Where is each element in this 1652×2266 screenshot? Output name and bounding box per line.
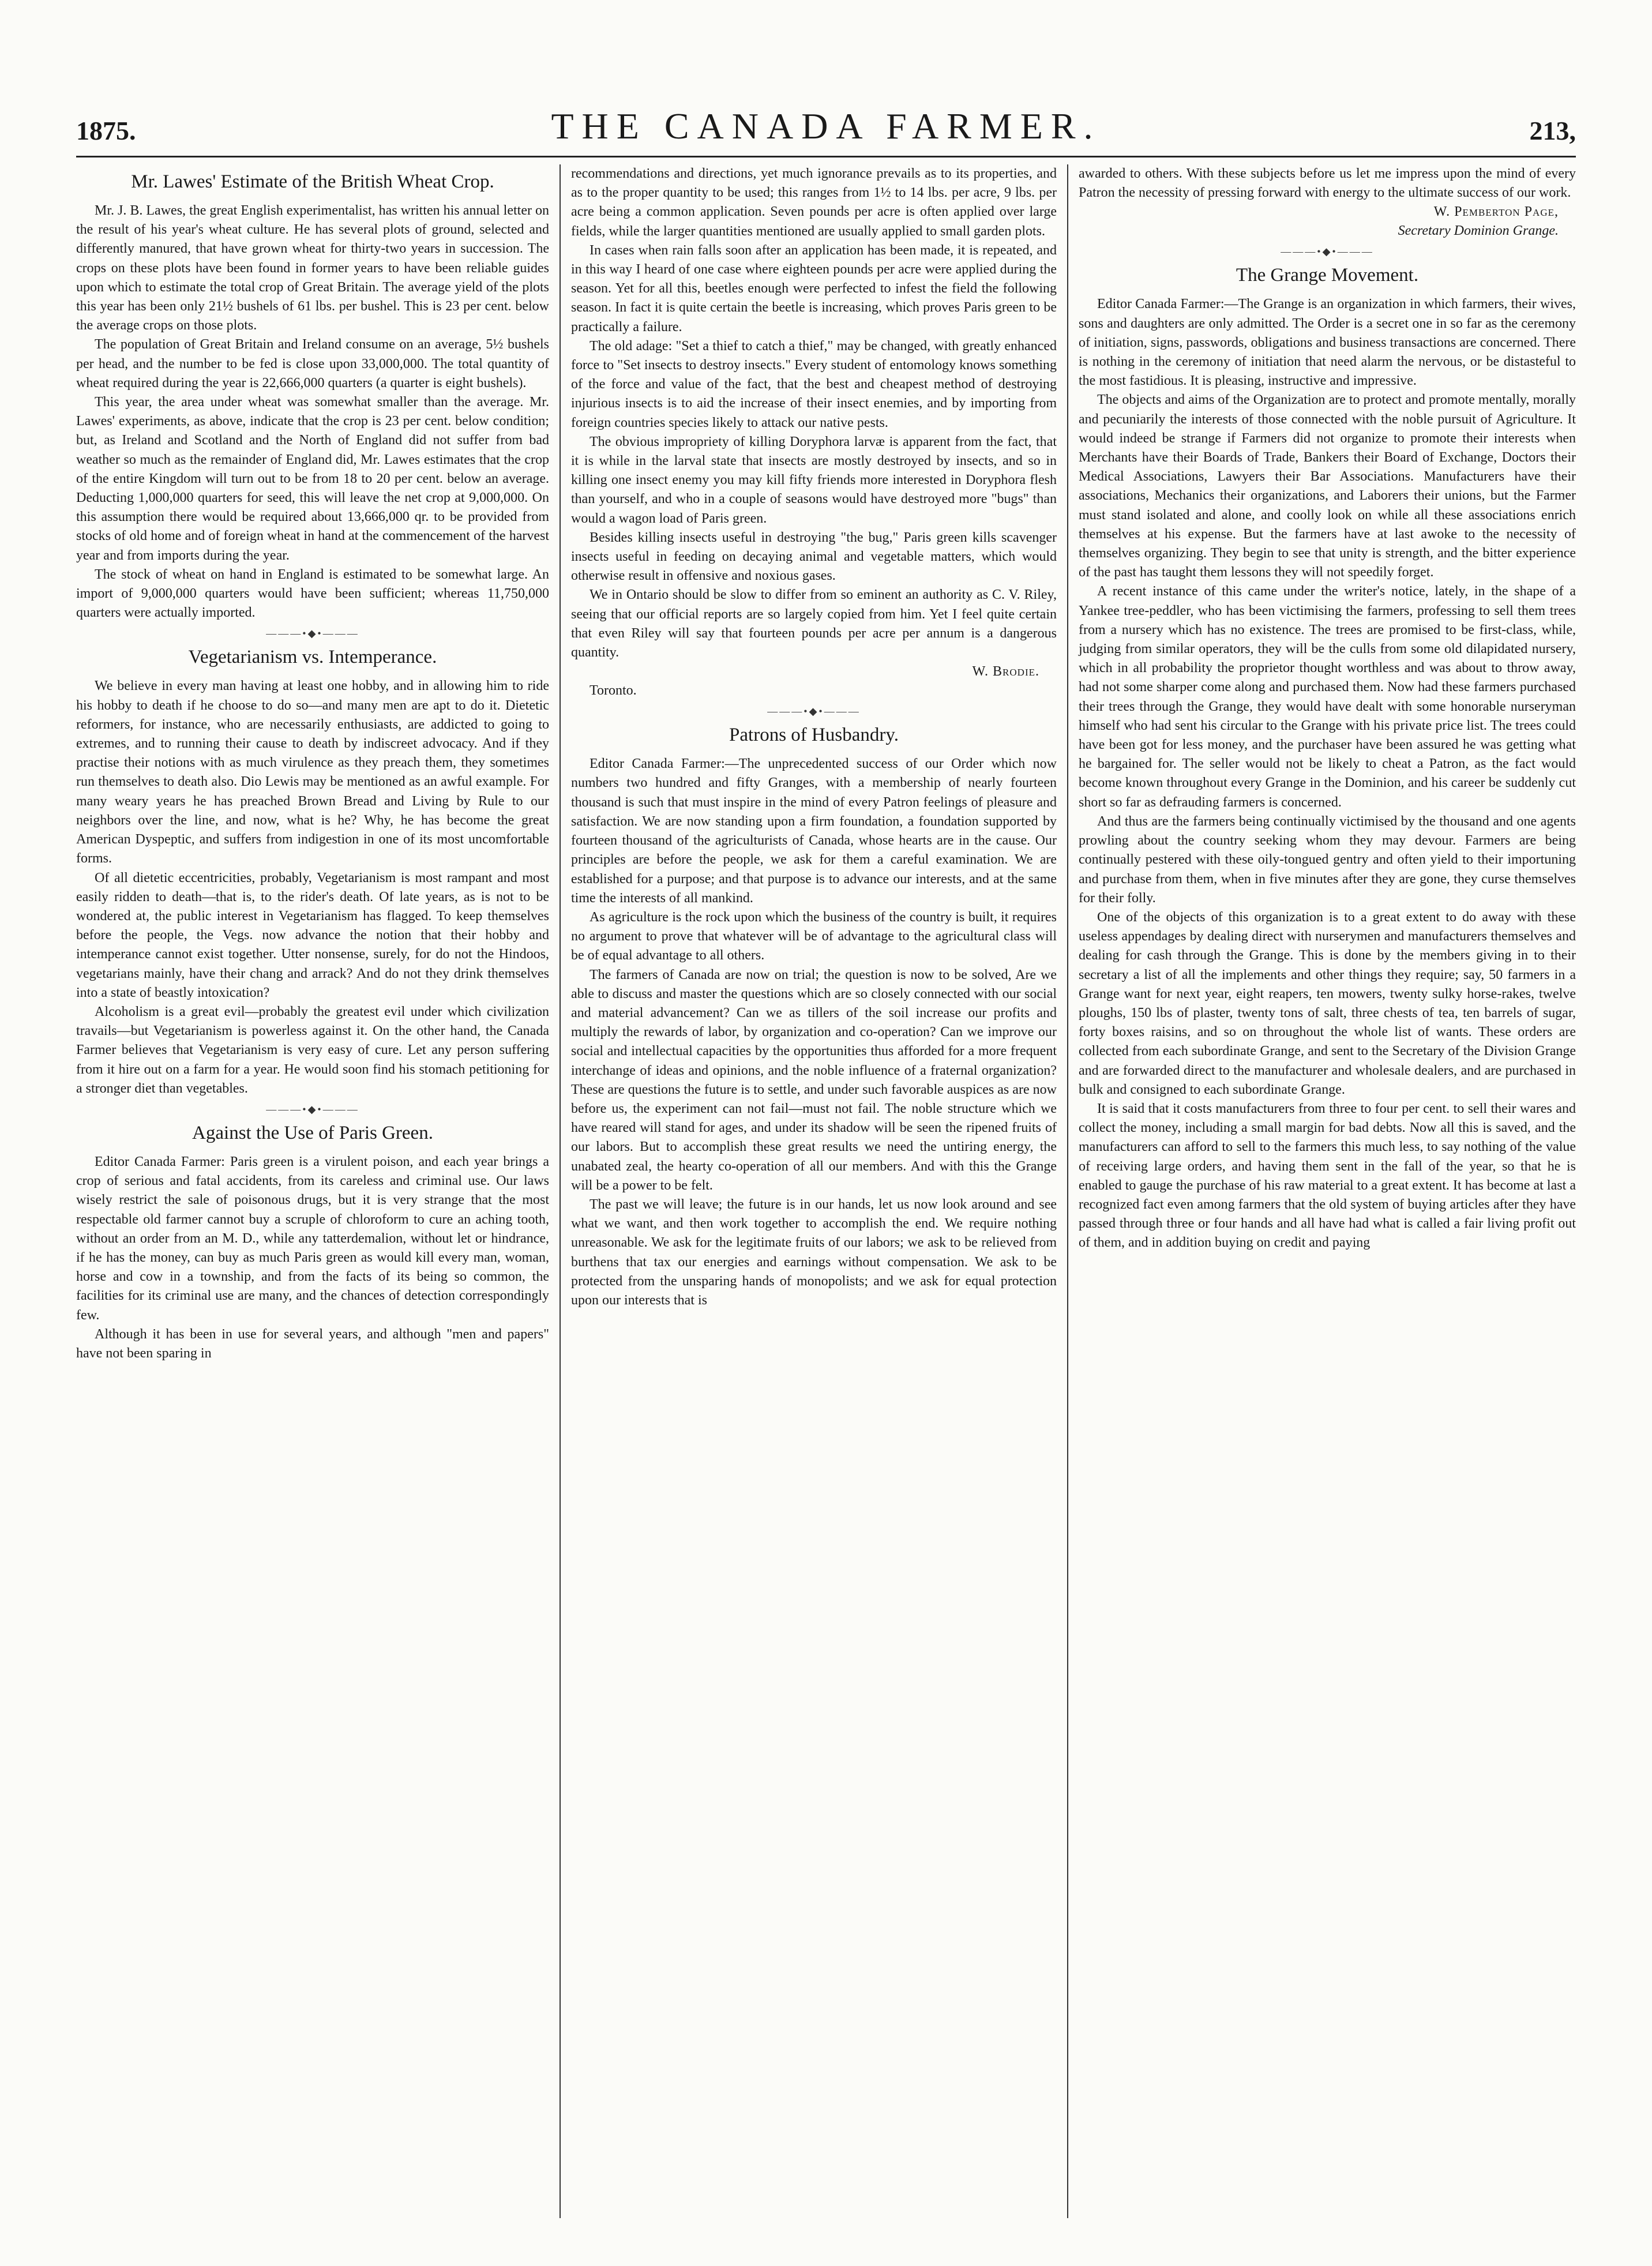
section-divider: ———•◆•——— [1281, 246, 1374, 258]
article-paragraph: Mr. J. B. Lawes, the great English experimentalist, has written his annual letter on the result of his year's wheat culture. He has several plots of ground, selected and differently manured, that have grown wheat for thirty-two years in succession. The crops on these plots have been found in former years to have been reliable guides upon which to estimate the total crop of Great Britain. The average yield of the plots this year has been only 21½ bushels of 61 lbs. per bushel. This is 23 per cent. below the average crops on those plots. [76, 203, 549, 333]
article-paragraph: Of all dietetic eccentricities, probably, Vegetarianism is most rampant and most easily ridden to death—that is, to the rider's death. Of late years, as is not to be wondered at, the public interest in Vegetarianism has flagged. To keep themselves before the people, the Vegs. now advance the notion that their hobby and intemperance cannot exist together. Utter nonsense, surely, for do not the Hindoos, vegetarians mainly, have their chang and arrack? And do not they drink themselves into a state of beastly intoxication? [76, 870, 549, 1000]
article-paragraph: Besides killing insects useful in destroying "the bug," Paris green kills scavenger insects useful in feeding on decaying animal and vegetable matters, which would otherwise result in offensive and noxious gases. [571, 530, 1057, 584]
columns [76, 164, 1576, 2218]
article-title: Mr. Lawes' Estimate of the British Wheat Crop. [131, 171, 494, 192]
author-signature: W. Pemberton Page, [1433, 204, 1559, 220]
article-paragraph: The past we will leave; the future is in our hands, let us now look around and see what we want, and then work together to accomplish the end. We require nothing unreasonable. We ask for the legitimate fruits of our labors; we ask to be relieved from burthens that tax our energies and earnings without compensation. We ask to be protected from the unsparing hands of monopolists; and we ask for equal protection upon our interests that is [571, 1196, 1057, 1308]
article-paragraph: Alcoholism is a great evil—probably the greatest evil under which civilization travails—but Vegetarianism is powerless against it. On the other hand, the Canada Farmer believes that Vegetarianism is very easy of cure. Let any person suffering from it hire out on a farm for a year. He would soon find his stomach petitioning for a stronger diet than vegetables. [76, 1004, 549, 1096]
author-title: Secretary Dominion Grange. [1398, 223, 1559, 239]
article-paragraph: And thus are the farmers being continually victimised by the thousand and one agents prowling about the country seeking whom they may devour. Farmers are being continually pestered with these oily-tongued gentry and often yield to their importuning and purchase from them, when in five minutes after they are gone, they curse themselves for their folly. [1079, 813, 1576, 906]
article-paragraph: The stock of wheat on hand in England is estimated to be somewhat large. An import of 9,000,000 quarters would have been sufficient; whereas 11,750,000 quarters were actually imported. [76, 566, 549, 621]
article-title: The Grange Movement. [1236, 265, 1419, 286]
article-paragraph: The old adage: "Set a thief to catch a thief," may be changed, with greatly enhanced force to "Set insects to destroy insects." Every student of entomology knows something of the force and value of the fact, that the best and cheapest method of destroying injurious insects is to aid the increase of their insect enemies, and by importing from foreign countries species likely to attack our native pests. [571, 338, 1057, 430]
article-paragraph: One of the objects of this organization is to a great extent to do away with these useless appendages by dealing direct with nurserymen and manufacturers themselves and dealing for cash through the Grange. This is done by the members giving in to their secretary a list of all the implements and other things they require; say, 50 farmers in a Grange want for next year, eight reapers, ten mowers, twenty sulky horse-rakes, twelve ploughs, 150 lbs of plaster, twenty tons of salt, three chests of tea, ten barrels of sugar, forty boxes raisins, and so on throughout the whole list of wants. These orders are collected from each subordinate Grange, and sent to the Secretary of the Division Grange and are forwarded direct to the manufacturer and wholesale dealers, and are purchased in bulk and consigned to each subordinate Grange. [1079, 909, 1576, 1097]
issue-year: 1875. [76, 116, 136, 145]
article-paragraph: As agriculture is the rock upon which the business of the country is built, it requires no argument to prove that whatever will be of advantage to the agricultural class will be of equal advantage to all others. [571, 909, 1057, 963]
dateline-place: Toronto. [590, 683, 637, 699]
masthead [76, 103, 1576, 157]
publication-title: THE CANADA FARMER. [551, 106, 1101, 147]
author-signature: W. Brodie. [972, 664, 1039, 680]
section-divider: ———•◆•——— [767, 706, 861, 718]
article-paragraph: The obvious impropriety of killing Doryphora larvæ is apparent from the fact, that it is while in the larval state that insects are mostly destroyed by insects, and so in killing one insect enemy you may kill fifty friends more interested in Doryphora flesh than yourself, and who in a couple of seasons would have destroyed more "bugs" than would a wagon load of Paris green. [571, 434, 1057, 526]
column-2 [561, 164, 1068, 2218]
column-1 [76, 164, 561, 2218]
article-title: Against the Use of Paris Green. [192, 1122, 433, 1143]
article-paragraph: We in Ontario should be slow to differ from so eminent an authority as C. V. Riley, seeing that our official reports are so largely copied from him. Yet I feel quite certain that even Riley will say that fourteen pounds per acre per annum is a dangerous quantity. [571, 587, 1057, 661]
article-paragraph: recommendations and directions, yet much ignorance prevails as to its properties, and as to the proper quantity to be used; this ranges from 1½ to 14 lbs. per acre, 9 lbs. per acre being a common application. Seven pounds per acre is often applied over large fields, while the larger quantities mentioned are usually applied to small garden plots. [571, 166, 1057, 239]
column-3 [1068, 164, 1576, 2218]
article-title: Patrons of Husbandry. [729, 725, 899, 746]
article-paragraph: Although it has been in use for several years, and although "men and papers" have not been sparing in [76, 1326, 549, 1361]
article-paragraph: It is said that it costs manufacturers from three to four per cent. to sell their wares and collect the money, including a small margin for bad debts. Now all this is saved, and the manufacturers can afford to sell to the farmers this much less, to say nothing of the value of receiving large orders, and having them sent in the fall of the year, so that he is enabled to gauge the purchase of his raw material to a great extent. It has become at last a recognized fact even among farmers that the old system of buying articles after they have passed through three or four hands and all have had what is called a fair living profit out of them, and in addition buying on credit and paying [1079, 1101, 1576, 1251]
page-number: 213, [1529, 116, 1576, 145]
article-paragraph: Editor Canada Farmer:—The unprecedented success of our Order which now numbers two hundred and fifty Granges, with a membership of nearly fourteen thousand is such that must inspire in the mind of every Patron feelings of pleasure and satisfaction. We are now standing upon a firm foundation, a foundation supported by fourteen thousand of the agriculturists of Canada, whose hearts are in the cause. Our principles are before the people, we ask for them a careful examination. We are established for a purpose; and that purpose is to advance our interests, and at the same time the interests of all mankind. [571, 756, 1057, 906]
article-paragraph: A recent instance of this came under the writer's notice, lately, in the shape of a Yankee tree-peddler, who has been victimising the farmers, professing to sell them trees from a nursery which has no existence. The trees are promised to be first-class, while, judging from similar operators, they will be the culls from some old dilapidated nursery, which in all probability the proprietor thought worthless and was about to throw away, had not some sharper come along and purchased them. Now had these farmers purchased their trees through the Grange, they would have dealt with some honorable nurseryman himself who had sent his circular to the Grange with his private price list. The trees could have been got for less money, and the purchaser have been assured he was getting what he bargained for. The seller would not be likely to cheat a Patron, as the fact would become known throughout every Grange in the Dominion, and his career be suddenly cut short so far as defrauding farmers is concerned. [1079, 584, 1576, 810]
article-paragraph: The population of Great Britain and Ireland consume on an average, 5½ bushels per head, and the number to be fed is close upon 33,000,000. The total quantity of wheat required during the year is 22,666,000 quarters (a quarter is eight bushels). [76, 337, 549, 391]
article-title: Vegetarianism vs. Intemperance. [188, 647, 437, 668]
article-paragraph: This year, the area under wheat was somewhat smaller than the average. Mr. Lawes' experiments, as above, indicate that the crop is 23 per cent. below condition; but, as Ireland and Scotland and the North of England did not suffer from bad weather so much as the remainder of England did, Mr. Lawes estimates that the crop of the entire Kingdom will turn out to be from 18 to 20 per cent. below an average. Deducting 1,000,000 quarters for seed, this will leave the net crop at 9,000,000. On this assumption there would be required about 13,666,000 qr. to be provided from stocks of old home and of foreign wheat in hand at the commencement of the harvest year and from imports during the year. [76, 395, 549, 563]
article-paragraph: Editor Canada Farmer: Paris green is a virulent poison, and each year brings a crop of serious and fatal accidents, from its careless and criminal use. Our laws wisely restrict the sale of poisonous drugs, but it is very strange that the most respectable old farmer cannot buy a scruple of chloroform to cure an aching tooth, without an order from an M. D., while any tatterdemalion, without let or hindrance, if he has the money, can buy as much Paris green as would kill every man, woman, horse and cow in a township, and from the facts of its being so common, the facilities for its criminal use are many, and the chances of detection correspondingly few. [76, 1154, 549, 1323]
section-divider: ———•◆•——— [266, 628, 359, 640]
article-paragraph: In cases when rain falls soon after an application has been made, it is repeated, and in this way I heard of one case where eighteen pounds per acre were applied during the season. Yet for all this, beetles enough were perfected to infest the field the following season. In fact it is quite certain the beetle is increasing, which proves Paris green to be practically a failure. [571, 242, 1057, 335]
section-divider: ———•◆•——— [266, 1103, 359, 1115]
article-paragraph: We believe in every man having at least one hobby, and in allowing him to ride his hobby to death if he choose to do so—and many men are apt to do it. Dietetic reformers, for instance, who are necessarily enthusiasts, are addicted to going to extremes, and to running their cause to death by indiscreet advocacy. And if they practise their notions with as much virulence as they preach them, they sometimes run themselves to death also. Dio Lewis may be mentioned as an awful example. For many weary years he has preached Brown Bread and Living by Rule to our neighbors over the line, and now, what is he? Why, he has become the great American Dyspeptic, and suffers from indigestion in one of its most uncomfortable forms. [76, 678, 549, 866]
article-paragraph: awarded to others. With these subjects before us let me impress upon the mind of every Patron the necessity of pressing forward with energy to the ultimate success of our work. [1079, 166, 1576, 201]
article-paragraph: Editor Canada Farmer:—The Grange is an organization in which farmers, their wives, sons and daughters are only admitted. The Order is a secret one in so far as the ceremony of initiation, signs, passwords, obligations and business transactions are concerned. There is nothing in the ceremony of initiation that need alarm the nervous, or be distasteful to the most fastidious. It is pleasing, instructive and impressive. [1079, 297, 1576, 389]
article-paragraph: The objects and aims of the Organization are to protect and promote mentally, morally and pecuniarily the interests of those connected with the noble pursuit of Agriculture. It would indeed be strange if Farmers did not organize to promote their interests when Merchants have their Boards of Trade, Bankers their Board of Exchange, Doctors their Medical Associations, Lawyers their Bar Associations. Manufacturers have their associations, Mechanics their organizations, and Laborers their unions, but the Farmer must stand isolated and alone, and coolly look on while all these associations enrich themselves at his expense. But the farmers have at last awoke to the necessity of themselves organizing. They begin to see that unity is strength, and the bitter experience of the past has taught them lessons they will not speedily forget. [1079, 392, 1576, 580]
article-paragraph: The farmers of Canada are now on trial; the question is now to be solved, Are we able to discuss and master the questions which are so closely connected with our social and material advancement? Can we as tillers of the soil increase our profits and multiply the rewards of labor, by organization and co-operation? Can we improve our social and intellectual capacities by the opportunities thus afforded for a more frequent interchange of ideas and opinions, and the noble influence of a fraternal organization? These are questions the future is to settle, and under such favorable auspices as are now before us, the experiment can not fail—must not fail. The noble structure which we have reared will stand for ages, and under its shadow will be seen the ripened fruits of our labors. But to accomplish these great results we need the untiring energy, the unabated zeal, the hearty co-operation of all our members. And with this the Grange will be a power to be felt. [571, 967, 1057, 1193]
